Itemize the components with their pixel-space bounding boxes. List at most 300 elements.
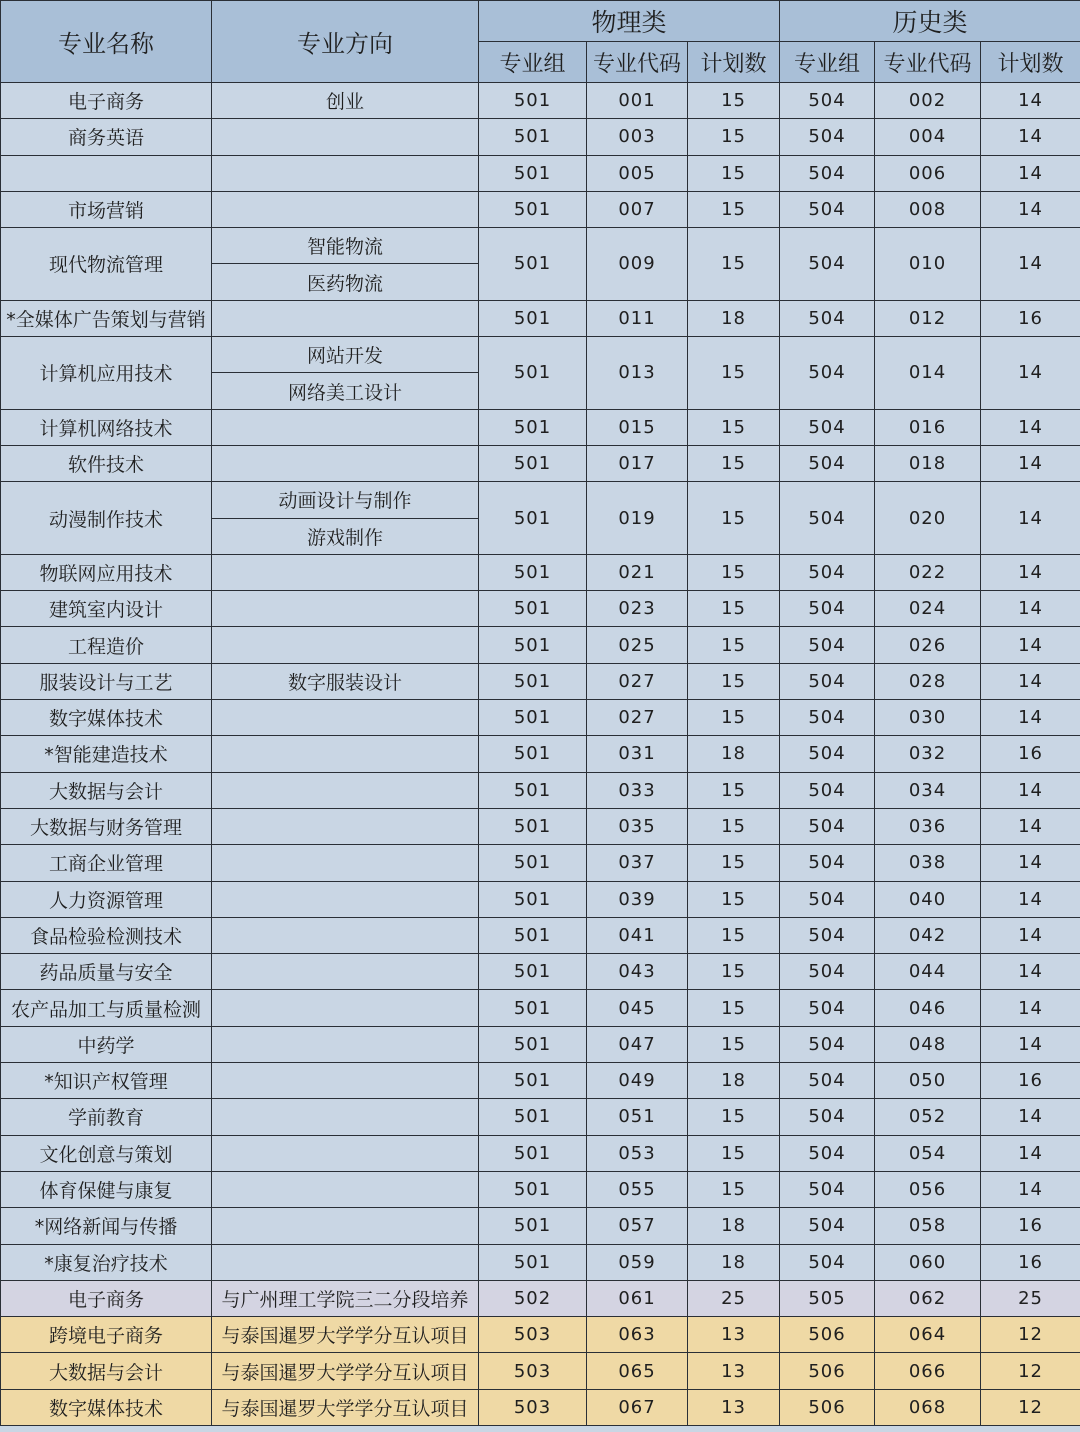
physics-code-cell: 019 <box>587 482 688 555</box>
history-group-cell: 506 <box>780 1317 875 1353</box>
major-name-cell: 建筑室内设计 <box>1 591 212 627</box>
history-plan-cell: 14 <box>981 663 1080 699</box>
major-name-cell: 现代物流管理 <box>1 228 212 301</box>
major-name-cell: *全媒体广告策划与营销 <box>1 300 212 336</box>
major-direction-cell <box>212 627 479 663</box>
table-row <box>1 1135 1080 1171</box>
physics-code-cell: 067 <box>587 1389 688 1425</box>
physics-code-cell: 027 <box>587 663 688 699</box>
table-row <box>1 1026 1080 1062</box>
history-code-cell: 066 <box>875 1353 981 1389</box>
physics-plan-cell: 18 <box>688 736 780 772</box>
major-name-cell: 电子商务 <box>1 83 212 119</box>
major-direction-cell <box>212 191 479 227</box>
history-code-cell: 062 <box>875 1280 981 1316</box>
physics-group-cell: 501 <box>479 300 587 336</box>
history-code-cell: 038 <box>875 845 981 881</box>
history-plan-cell: 14 <box>981 337 1080 410</box>
physics-code-cell: 021 <box>587 554 688 590</box>
major-name-cell: 动漫制作技术 <box>1 482 212 555</box>
header-physics-plan: 计划数 <box>688 42 780 83</box>
major-name-cell: 物联网应用技术 <box>1 554 212 590</box>
physics-plan-cell: 18 <box>688 1063 780 1099</box>
history-group-cell: 506 <box>780 1389 875 1425</box>
history-code-cell: 016 <box>875 409 981 445</box>
physics-group-cell: 501 <box>479 1208 587 1244</box>
history-code-cell: 056 <box>875 1171 981 1207</box>
physics-group-cell: 501 <box>479 1244 587 1280</box>
history-plan-cell: 14 <box>981 627 1080 663</box>
table-row <box>1 772 1080 808</box>
history-plan-cell: 14 <box>981 1171 1080 1207</box>
major-direction-cell <box>212 409 479 445</box>
history-plan-cell: 14 <box>981 409 1080 445</box>
major-direction-cell <box>212 1208 479 1244</box>
physics-plan-cell: 15 <box>688 1099 780 1135</box>
history-code-cell: 044 <box>875 954 981 990</box>
table-row <box>1 83 1080 119</box>
physics-group-cell: 501 <box>479 591 587 627</box>
major-direction-cell <box>212 700 479 736</box>
history-plan-cell: 12 <box>981 1317 1080 1353</box>
major-direction-cell <box>212 1063 479 1099</box>
table-row <box>1 1171 1080 1207</box>
history-plan-cell: 14 <box>981 845 1080 881</box>
physics-code-cell: 033 <box>587 772 688 808</box>
physics-code-cell: 013 <box>587 337 688 410</box>
history-code-cell: 064 <box>875 1317 981 1353</box>
history-plan-cell: 16 <box>981 736 1080 772</box>
history-code-cell: 048 <box>875 1026 981 1062</box>
physics-plan-cell: 15 <box>688 482 780 555</box>
history-group-cell: 505 <box>780 1280 875 1316</box>
major-name-cell: 人力资源管理 <box>1 881 212 917</box>
physics-plan-cell: 25 <box>688 1280 780 1316</box>
history-group-cell: 504 <box>780 627 875 663</box>
physics-group-cell: 501 <box>479 808 587 844</box>
major-name-cell: 学前教育 <box>1 1099 212 1135</box>
physics-plan-cell: 13 <box>688 1317 780 1353</box>
history-group-cell: 504 <box>780 554 875 590</box>
header-history: 历史类 <box>780 1 1080 42</box>
major-name-cell: 大数据与财务管理 <box>1 808 212 844</box>
physics-plan-cell: 15 <box>688 591 780 627</box>
physics-group-cell: 501 <box>479 917 587 953</box>
physics-code-cell: 003 <box>587 119 688 155</box>
table-row <box>1 1208 1080 1244</box>
physics-code-cell: 037 <box>587 845 688 881</box>
physics-plan-cell: 15 <box>688 954 780 990</box>
table-row <box>1 445 1080 481</box>
physics-code-cell: 047 <box>587 1026 688 1062</box>
physics-plan-cell: 18 <box>688 1244 780 1280</box>
history-plan-cell: 14 <box>981 700 1080 736</box>
history-plan-cell: 14 <box>981 881 1080 917</box>
major-name-cell: 数字媒体技术 <box>1 700 212 736</box>
history-code-cell: 004 <box>875 119 981 155</box>
physics-group-cell: 501 <box>479 337 587 410</box>
physics-code-cell: 049 <box>587 1063 688 1099</box>
major-direction-cell <box>212 736 479 772</box>
table-row <box>1 228 1080 264</box>
history-code-cell: 020 <box>875 482 981 555</box>
physics-group-cell: 501 <box>479 990 587 1026</box>
history-plan-cell: 14 <box>981 917 1080 953</box>
physics-group-cell: 501 <box>479 482 587 555</box>
header-physics-group: 专业组 <box>479 42 587 83</box>
table-row <box>1 1389 1080 1425</box>
history-code-cell: 050 <box>875 1063 981 1099</box>
table-row <box>1 191 1080 227</box>
physics-group-cell: 501 <box>479 954 587 990</box>
major-name-cell: *知识产权管理 <box>1 1063 212 1099</box>
major-name-cell: 商务英语 <box>1 119 212 155</box>
physics-code-cell: 045 <box>587 990 688 1026</box>
history-code-cell: 022 <box>875 554 981 590</box>
physics-group-cell: 503 <box>479 1353 587 1389</box>
history-group-cell: 504 <box>780 1171 875 1207</box>
physics-code-cell: 009 <box>587 228 688 301</box>
history-plan-cell: 14 <box>981 482 1080 555</box>
major-name-cell: 数字媒体技术 <box>1 1389 212 1425</box>
history-code-cell: 014 <box>875 337 981 410</box>
major-name-cell: *智能建造技术 <box>1 736 212 772</box>
physics-group-cell: 501 <box>479 409 587 445</box>
physics-group-cell: 501 <box>479 155 587 191</box>
table-row <box>1 1063 1080 1099</box>
history-plan-cell: 14 <box>981 808 1080 844</box>
history-group-cell: 504 <box>780 917 875 953</box>
history-plan-cell: 14 <box>981 155 1080 191</box>
history-plan-cell: 14 <box>981 191 1080 227</box>
major-name-cell: 市场营销 <box>1 191 212 227</box>
physics-plan-cell: 15 <box>688 845 780 881</box>
physics-plan-cell: 15 <box>688 554 780 590</box>
physics-plan-cell: 15 <box>688 1026 780 1062</box>
major-direction-cell <box>212 917 479 953</box>
major-direction-cell <box>212 155 479 191</box>
header-major-direction: 专业方向 <box>212 1 479 83</box>
physics-group-cell: 501 <box>479 1099 587 1135</box>
major-name-cell: 电子商务 <box>1 1280 212 1316</box>
physics-group-cell: 501 <box>479 445 587 481</box>
table-row <box>1 1353 1080 1389</box>
table-row <box>1 736 1080 772</box>
physics-plan-cell: 15 <box>688 83 780 119</box>
history-code-cell: 010 <box>875 228 981 301</box>
history-group-cell: 504 <box>780 1099 875 1135</box>
header-history-group: 专业组 <box>780 42 875 83</box>
major-direction-cell <box>212 119 479 155</box>
history-group-cell: 504 <box>780 83 875 119</box>
major-direction-cell <box>212 954 479 990</box>
physics-code-cell: 065 <box>587 1353 688 1389</box>
history-plan-cell: 25 <box>981 1280 1080 1316</box>
table-row <box>1 917 1080 953</box>
history-group-cell: 506 <box>780 1353 875 1389</box>
table-row <box>1 881 1080 917</box>
header-physics-code: 专业代码 <box>587 42 688 83</box>
major-name-cell: 服装设计与工艺 <box>1 663 212 699</box>
major-direction-cell <box>212 1099 479 1135</box>
history-code-cell: 030 <box>875 700 981 736</box>
history-code-cell: 018 <box>875 445 981 481</box>
physics-plan-cell: 15 <box>688 409 780 445</box>
major-name-cell: 文化创意与策划 <box>1 1135 212 1171</box>
history-code-cell: 024 <box>875 591 981 627</box>
major-name-cell: 跨境电子商务 <box>1 1317 212 1353</box>
physics-group-cell: 501 <box>479 881 587 917</box>
history-group-cell: 504 <box>780 300 875 336</box>
history-code-cell: 040 <box>875 881 981 917</box>
history-plan-cell: 14 <box>981 554 1080 590</box>
physics-plan-cell: 18 <box>688 300 780 336</box>
physics-code-cell: 023 <box>587 591 688 627</box>
physics-code-cell: 027 <box>587 700 688 736</box>
physics-plan-cell: 15 <box>688 700 780 736</box>
major-direction-cell: 与泰国暹罗大学学分互认项目 <box>212 1389 479 1425</box>
major-direction-cell: 智能物流 <box>212 228 479 264</box>
physics-group-cell: 501 <box>479 83 587 119</box>
physics-plan-cell: 18 <box>688 1208 780 1244</box>
major-direction-cell <box>212 1135 479 1171</box>
physics-group-cell: 501 <box>479 1135 587 1171</box>
history-code-cell: 058 <box>875 1208 981 1244</box>
major-name-cell: 食品检验检测技术 <box>1 917 212 953</box>
physics-group-cell: 501 <box>479 119 587 155</box>
physics-code-cell: 061 <box>587 1280 688 1316</box>
history-group-cell: 504 <box>780 808 875 844</box>
history-plan-cell: 14 <box>981 1026 1080 1062</box>
history-group-cell: 504 <box>780 228 875 301</box>
history-plan-cell: 14 <box>981 772 1080 808</box>
table-row <box>1 808 1080 844</box>
physics-plan-cell: 15 <box>688 119 780 155</box>
physics-group-cell: 501 <box>479 663 587 699</box>
physics-group-cell: 501 <box>479 228 587 301</box>
history-code-cell: 052 <box>875 1099 981 1135</box>
table-row <box>1 954 1080 990</box>
table-row <box>1 1099 1080 1135</box>
physics-code-cell: 011 <box>587 300 688 336</box>
physics-group-cell: 501 <box>479 627 587 663</box>
header-history-plan: 计划数 <box>981 42 1080 83</box>
table-row <box>1 482 1080 518</box>
physics-plan-cell: 15 <box>688 808 780 844</box>
major-name-cell: 体育保健与康复 <box>1 1171 212 1207</box>
physics-group-cell: 501 <box>479 736 587 772</box>
physics-code-cell: 017 <box>587 445 688 481</box>
history-code-cell: 006 <box>875 155 981 191</box>
major-direction-cell <box>212 300 479 336</box>
major-direction-cell: 创业 <box>212 83 479 119</box>
physics-plan-cell: 15 <box>688 445 780 481</box>
physics-plan-cell: 15 <box>688 772 780 808</box>
history-plan-cell: 16 <box>981 300 1080 336</box>
history-group-cell: 504 <box>780 155 875 191</box>
major-direction-cell <box>212 772 479 808</box>
history-group-cell: 504 <box>780 119 875 155</box>
physics-code-cell: 063 <box>587 1317 688 1353</box>
history-code-cell: 012 <box>875 300 981 336</box>
header-physics: 物理类 <box>479 1 780 42</box>
history-group-cell: 504 <box>780 954 875 990</box>
major-direction-cell <box>212 845 479 881</box>
history-plan-cell: 16 <box>981 1063 1080 1099</box>
history-code-cell: 002 <box>875 83 981 119</box>
physics-plan-cell: 15 <box>688 191 780 227</box>
physics-group-cell: 502 <box>479 1280 587 1316</box>
history-plan-cell: 14 <box>981 990 1080 1026</box>
major-direction-cell <box>212 591 479 627</box>
table-row <box>1 1280 1080 1316</box>
physics-code-cell: 007 <box>587 191 688 227</box>
history-code-cell: 036 <box>875 808 981 844</box>
major-name-cell: 中药学 <box>1 1026 212 1062</box>
history-group-cell: 504 <box>780 881 875 917</box>
table-row <box>1 155 1080 191</box>
history-plan-cell: 14 <box>981 119 1080 155</box>
major-name-cell: *康复治疗技术 <box>1 1244 212 1280</box>
history-code-cell: 054 <box>875 1135 981 1171</box>
history-code-cell: 060 <box>875 1244 981 1280</box>
history-code-cell: 042 <box>875 917 981 953</box>
history-plan-cell: 12 <box>981 1389 1080 1425</box>
history-plan-cell: 14 <box>981 1099 1080 1135</box>
history-code-cell: 068 <box>875 1389 981 1425</box>
table-row <box>1 337 1080 373</box>
physics-plan-cell: 15 <box>688 990 780 1026</box>
major-direction-cell <box>212 990 479 1026</box>
major-name-cell: 计算机应用技术 <box>1 337 212 410</box>
physics-code-cell: 035 <box>587 808 688 844</box>
table-row <box>1 700 1080 736</box>
major-direction-cell: 网站开发 <box>212 337 479 373</box>
history-code-cell: 032 <box>875 736 981 772</box>
major-name-cell <box>1 155 212 191</box>
major-name-cell: 大数据与会计 <box>1 1353 212 1389</box>
physics-group-cell: 501 <box>479 1171 587 1207</box>
physics-plan-cell: 15 <box>688 1171 780 1207</box>
header-history-code: 专业代码 <box>875 42 981 83</box>
major-direction-cell <box>212 1026 479 1062</box>
physics-group-cell: 501 <box>479 1063 587 1099</box>
history-group-cell: 504 <box>780 1135 875 1171</box>
history-group-cell: 504 <box>780 337 875 410</box>
history-code-cell: 026 <box>875 627 981 663</box>
history-plan-cell: 14 <box>981 83 1080 119</box>
physics-plan-cell: 15 <box>688 228 780 301</box>
history-group-cell: 504 <box>780 1063 875 1099</box>
physics-group-cell: 501 <box>479 772 587 808</box>
history-group-cell: 504 <box>780 445 875 481</box>
physics-plan-cell: 13 <box>688 1353 780 1389</box>
major-name-cell: 工程造价 <box>1 627 212 663</box>
physics-plan-cell: 15 <box>688 627 780 663</box>
history-plan-cell: 16 <box>981 1208 1080 1244</box>
major-direction-cell: 动画设计与制作 <box>212 482 479 518</box>
physics-group-cell: 501 <box>479 554 587 590</box>
table-row <box>1 554 1080 590</box>
physics-code-cell: 015 <box>587 409 688 445</box>
history-group-cell: 504 <box>780 700 875 736</box>
history-plan-cell: 14 <box>981 954 1080 990</box>
physics-plan-cell: 15 <box>688 155 780 191</box>
major-direction-cell <box>212 554 479 590</box>
table-row <box>1 409 1080 445</box>
physics-plan-cell: 15 <box>688 337 780 410</box>
history-group-cell: 504 <box>780 1026 875 1062</box>
major-direction-cell <box>212 808 479 844</box>
physics-group-cell: 503 <box>479 1389 587 1425</box>
history-plan-cell: 14 <box>981 228 1080 301</box>
physics-group-cell: 501 <box>479 1026 587 1062</box>
physics-code-cell: 005 <box>587 155 688 191</box>
physics-group-cell: 501 <box>479 191 587 227</box>
history-group-cell: 504 <box>780 1244 875 1280</box>
table-row <box>1 990 1080 1026</box>
major-name-cell: 工商企业管理 <box>1 845 212 881</box>
major-name-cell: 农产品加工与质量检测 <box>1 990 212 1026</box>
table-row <box>1 627 1080 663</box>
major-name-cell: 药品质量与安全 <box>1 954 212 990</box>
table-row <box>1 300 1080 336</box>
table-row <box>1 663 1080 699</box>
physics-group-cell: 503 <box>479 1317 587 1353</box>
physics-plan-cell: 15 <box>688 917 780 953</box>
table-row <box>1 119 1080 155</box>
major-direction-cell: 与泰国暹罗大学学分互认项目 <box>212 1353 479 1389</box>
major-direction-cell: 与泰国暹罗大学学分互认项目 <box>212 1317 479 1353</box>
history-plan-cell: 12 <box>981 1353 1080 1389</box>
major-direction-cell <box>212 1171 479 1207</box>
major-name-cell: *网络新闻与传播 <box>1 1208 212 1244</box>
physics-code-cell: 053 <box>587 1135 688 1171</box>
physics-plan-cell: 13 <box>688 1389 780 1425</box>
table-row <box>1 1244 1080 1280</box>
physics-group-cell: 501 <box>479 700 587 736</box>
physics-code-cell: 043 <box>587 954 688 990</box>
major-direction-cell: 与广州理工学院三二分段培养 <box>212 1280 479 1316</box>
table-body <box>1 83 1080 1426</box>
physics-code-cell: 039 <box>587 881 688 917</box>
physics-plan-cell: 15 <box>688 663 780 699</box>
history-plan-cell: 14 <box>981 445 1080 481</box>
history-group-cell: 504 <box>780 990 875 1026</box>
major-name-cell: 软件技术 <box>1 445 212 481</box>
history-group-cell: 504 <box>780 409 875 445</box>
header-major-name: 专业名称 <box>1 1 212 83</box>
major-direction-cell: 游戏制作 <box>212 518 479 554</box>
physics-plan-cell: 15 <box>688 1135 780 1171</box>
major-direction-cell: 数字服装设计 <box>212 663 479 699</box>
major-name-cell: 计算机网络技术 <box>1 409 212 445</box>
major-direction-cell <box>212 881 479 917</box>
history-plan-cell: 16 <box>981 1244 1080 1280</box>
physics-code-cell: 031 <box>587 736 688 772</box>
history-code-cell: 028 <box>875 663 981 699</box>
physics-group-cell: 501 <box>479 845 587 881</box>
physics-code-cell: 057 <box>587 1208 688 1244</box>
history-group-cell: 504 <box>780 663 875 699</box>
history-code-cell: 034 <box>875 772 981 808</box>
history-plan-cell: 14 <box>981 591 1080 627</box>
physics-code-cell: 051 <box>587 1099 688 1135</box>
history-plan-cell: 14 <box>981 1135 1080 1171</box>
physics-plan-cell: 15 <box>688 881 780 917</box>
history-group-cell: 504 <box>780 591 875 627</box>
major-direction-cell <box>212 1244 479 1280</box>
